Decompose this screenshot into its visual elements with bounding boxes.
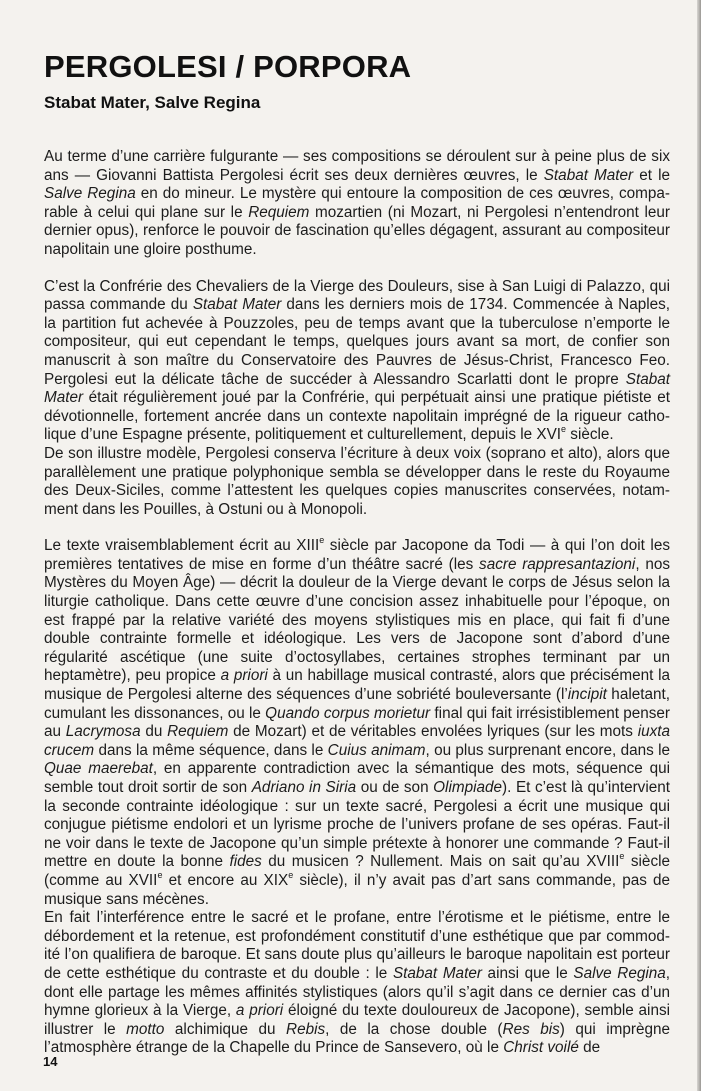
italic-text: iuxta crucem xyxy=(44,723,671,759)
italic-text: Cuius animam xyxy=(327,741,426,759)
text-run: en do mineur. Le mystère qui entoure la composition de ces œuvres, comparable à celui qui plane sur le xyxy=(44,185,670,221)
text-run: du xyxy=(140,723,168,741)
italic-text: Stabat Mater xyxy=(543,166,634,184)
text-run: siècle. xyxy=(566,426,614,444)
italic-text: a priori xyxy=(235,1002,284,1020)
paragraph-1 xyxy=(44,148,670,260)
text-run: ainsi que le xyxy=(481,964,574,982)
italic-text: Adriano in Siria xyxy=(251,779,357,796)
paragraph-5 xyxy=(44,909,670,1058)
text-run: Le texte vraisemblablement écrit au XIII xyxy=(44,537,320,555)
italic-text: Quae maerebat xyxy=(44,760,153,778)
text-run: et le xyxy=(633,166,670,184)
article-body xyxy=(44,148,670,1058)
italic-text: incipit xyxy=(567,686,607,704)
italic-text: a priori xyxy=(220,667,268,685)
paragraph-3 xyxy=(44,445,670,519)
superscript: e xyxy=(157,869,163,880)
text-run: ) qui imprègne l’atmosphère étrange de la Chapelle du Prince de Sansevero, où le xyxy=(44,1020,670,1057)
paragraph-4 xyxy=(44,537,670,909)
text-run: , en apparente contradiction avec la sémantique des mots, séquence qui semble tout droit sortir de son xyxy=(44,760,670,796)
text-run: dans la même séquence, dans le xyxy=(94,741,328,759)
text-run: C’est la Confrérie des Chevaliers de la Vierge des Douleurs, sise à San Luigi di Palazzo, qui passa commande du xyxy=(44,277,670,314)
italic-text: Stabat Mater xyxy=(192,296,282,314)
text-run: siècle (comme au XVII xyxy=(44,853,670,889)
text-run: du musicen ? Nullement. Mais on sait qu’au XVIII xyxy=(261,853,620,871)
italic-text: Lacrymosa xyxy=(65,723,141,741)
italic-text: Requiem xyxy=(167,723,229,741)
text-run: de xyxy=(578,1039,601,1057)
page-edge xyxy=(697,0,701,1091)
text-run: était régulièrement joué par la Confrérie, qui perpétuait ainsi une pratique piétiste et dévotionnelle, fortement ancrée dans un contexte napolitain imprégné de la rigueur catholique d’une Espagne présente, politiquement et culturellement, depuis le XVI xyxy=(44,389,670,444)
text-run: siècle), il n’y avait pas d’art sans commande, pas de musique sans mécènes. xyxy=(44,871,671,908)
italic-text: Olimpiade xyxy=(433,779,503,796)
text-run: , nos Mystères du Moyen Âge) — décrit la douleur de la Vierge devant le corps de Jésus selon la liturgie catholique. Dans cette œuvre d’une concision assez inhabituelle pour l’époque, on est frappé par la relative variété des moyens stylistiques mis en place, qui fait fi d’une double contrainte formelle et idéologique. Les vers de Jacopone sont d’abord d’une régularité ascétique (une suite d’octosyllabes, certaines strophes terminant par un heptamètre), peu propice xyxy=(44,555,670,685)
superscript: e xyxy=(561,424,567,435)
text-run: Au terme d’une carrière fulgurante — ses compositions se déroulent sur à peine plus de six ans — Giovanni Battista Pergolesi écrit ses deux dernières œuvres, le xyxy=(44,148,670,184)
text-run: alchimique du xyxy=(164,1020,287,1038)
text-run: final qui fait irrésistiblement penser au xyxy=(44,704,670,741)
page-number: 14 xyxy=(43,1054,58,1069)
italic-text: Stabat Mater xyxy=(44,370,670,407)
text-run: siècle par Jacopone da Todi — à qui l’on doit les premières tentatives de mise en forme d’un théâtre sacré (les xyxy=(44,537,670,573)
text-run: mozartien (ni Mozart, ni Pergolesi n’entendront leur dernier opus), renforce le pouvoir de fascination qu’elles dégagent, assurant au compositeur napolitain une gloire posthume. xyxy=(44,203,671,258)
text-run: de Mozart) et de véritables envolées lyriques (sur les mots xyxy=(228,723,638,741)
page-subtitle: Stabat Mater, Salve Regina xyxy=(44,93,261,112)
italic-text: Stabat Mater xyxy=(392,964,482,982)
text-run: dans les derniers mois de 1734. Commencée à Naples, la partition fut achevée à Pouzzoles, peu de temps avant que la tuberculose n’emporte le compositeur, qui eut cependant le temps, quelques jours avant sa mort, de confier son manuscrit à son maître du Conservatoire des Pauvres de Jésus-Christ, Francesco Feo. Pergolesi eut la délicate tâche de succéder à Alessandro Scarlatti dont le propre xyxy=(44,296,671,388)
italic-text: Quando corpus morietur xyxy=(265,704,431,722)
text-run: à un habillage musical contrasté, alors que précisément la musique de Pergolesi alterne des séquences d’une sobriété bouleversante (l’ xyxy=(44,667,671,704)
paragraph-2 xyxy=(44,278,670,445)
italic-text: Requiem xyxy=(248,203,310,221)
text-run: éloigné du texte douloureux de Jacopone), semble ainsi illustrer le xyxy=(44,1002,670,1038)
text-run: haletant, cumulant les dissonances, ou le xyxy=(44,686,670,722)
superscript: e xyxy=(319,535,325,546)
text-run: ). Et c’est là qu’intervient la seconde contrainte idéologique : sur un texte sacré, Pergolesi a écrit une musique qui conjugue piétisme endolori et un lyrisme proche de l’univers profane de ses opéras. Faut-il ne voir dans le texte de Jacopone qu’un simple prétexte à honorer une commande ? Faut-il mettre en doute la bonne xyxy=(44,779,670,871)
italic-text: motto xyxy=(126,1020,165,1038)
italic-text: sacre rappresantazioni xyxy=(479,555,636,573)
italic-text: Christ voilé xyxy=(503,1039,579,1057)
text-run: , ou plus surprenant encore, dans le xyxy=(425,741,671,759)
italic-text: Salve Regina xyxy=(573,964,666,982)
italic-text: Salve Regina xyxy=(44,185,136,203)
text-run: , dont elle partage les mêmes affinités stylistiques (alors qu’il s’agit dans ce dernier cas d’un hymne glorieux à la Vierge, xyxy=(44,964,671,1020)
text-run: , de la chose double ( xyxy=(325,1020,503,1038)
text-run: ou de son xyxy=(356,779,434,796)
page-title: PERGOLESI / PORPORA xyxy=(44,49,412,84)
italic-text: fides xyxy=(229,853,262,871)
superscript: e xyxy=(619,851,625,862)
superscript: e xyxy=(288,869,294,880)
italic-text: Rebis xyxy=(286,1020,326,1038)
text-run: De son illustre modèle, Pergolesi conserva l’écriture à deux voix (soprano et alto), alors que parallèlement une pratique polyphonique sembla se développer dans le reste du Royaume des Deux-Siciles, comme l’attestent les quelques copies manuscrites conservées, notamment dans les Pouilles, à Ostuni ou à Monopoli. xyxy=(44,444,670,518)
text-run: et encore au XIX xyxy=(162,871,289,889)
text-run: En fait l’interférence entre le sacré et le profane, entre l’érotisme et le piétisme, entre le débordement et la retenue, est profondément constitutif d’une esthétique que par commodité l’on qualifiera de baroque. Et sans doute plus qu’ailleurs le baroque napolitain est porteur de cette esthétique du contraste et du double : le xyxy=(44,909,670,982)
italic-text: Res bis xyxy=(502,1020,560,1038)
